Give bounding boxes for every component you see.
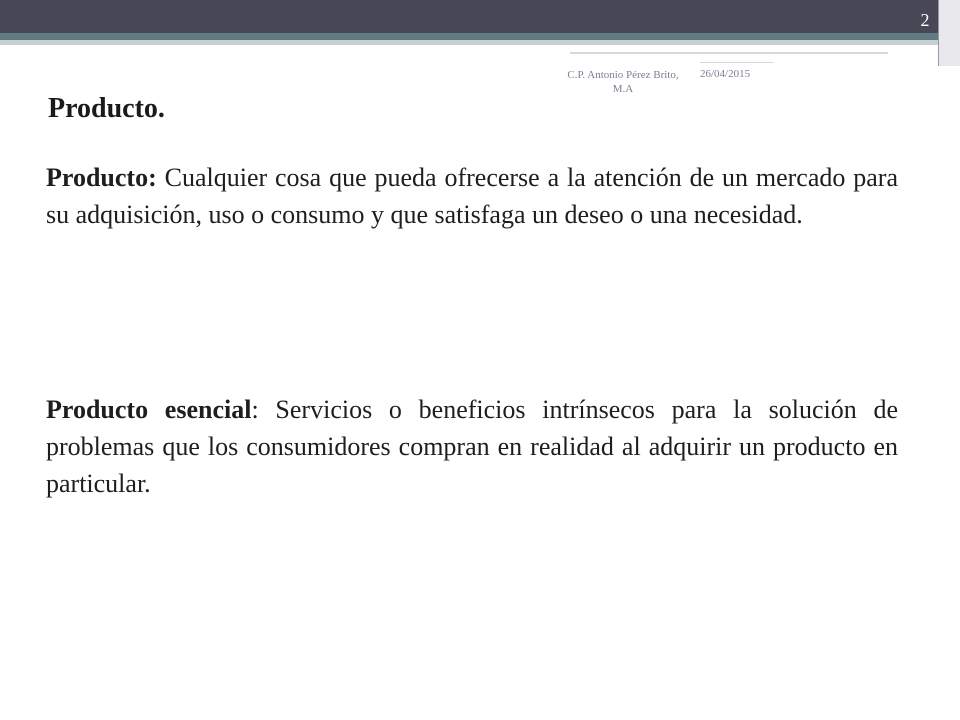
footer-author: C.P. Antonio Pérez Brito, M.A bbox=[567, 69, 679, 95]
page-number: 2 bbox=[920, 10, 930, 30]
header-rule bbox=[570, 52, 888, 54]
definition-term: Producto: bbox=[46, 163, 157, 192]
header-rule-short bbox=[700, 62, 774, 63]
right-block bbox=[938, 0, 960, 66]
footer-date: 26/04/2015 bbox=[700, 68, 751, 80]
slide-title: Producto. bbox=[48, 93, 165, 124]
light-stripe bbox=[0, 40, 938, 45]
top-bar bbox=[0, 0, 960, 33]
definition-text: : Servicios o beneficios intrínsecos para la solución de problemas que los consumidores compran en realidad al adquirir un producto en particular. bbox=[46, 395, 899, 498]
definition-text: Cualquier cosa que pueda ofrecerse a la atención de un mercado para su adquisición, uso o consumo y que satisfaga un deseo o una necesidad. bbox=[46, 163, 898, 229]
definition-term: Producto esencial bbox=[46, 395, 252, 424]
definition-paragraph bbox=[46, 159, 898, 233]
teal-stripe bbox=[0, 33, 938, 40]
definition-paragraph bbox=[46, 391, 898, 502]
